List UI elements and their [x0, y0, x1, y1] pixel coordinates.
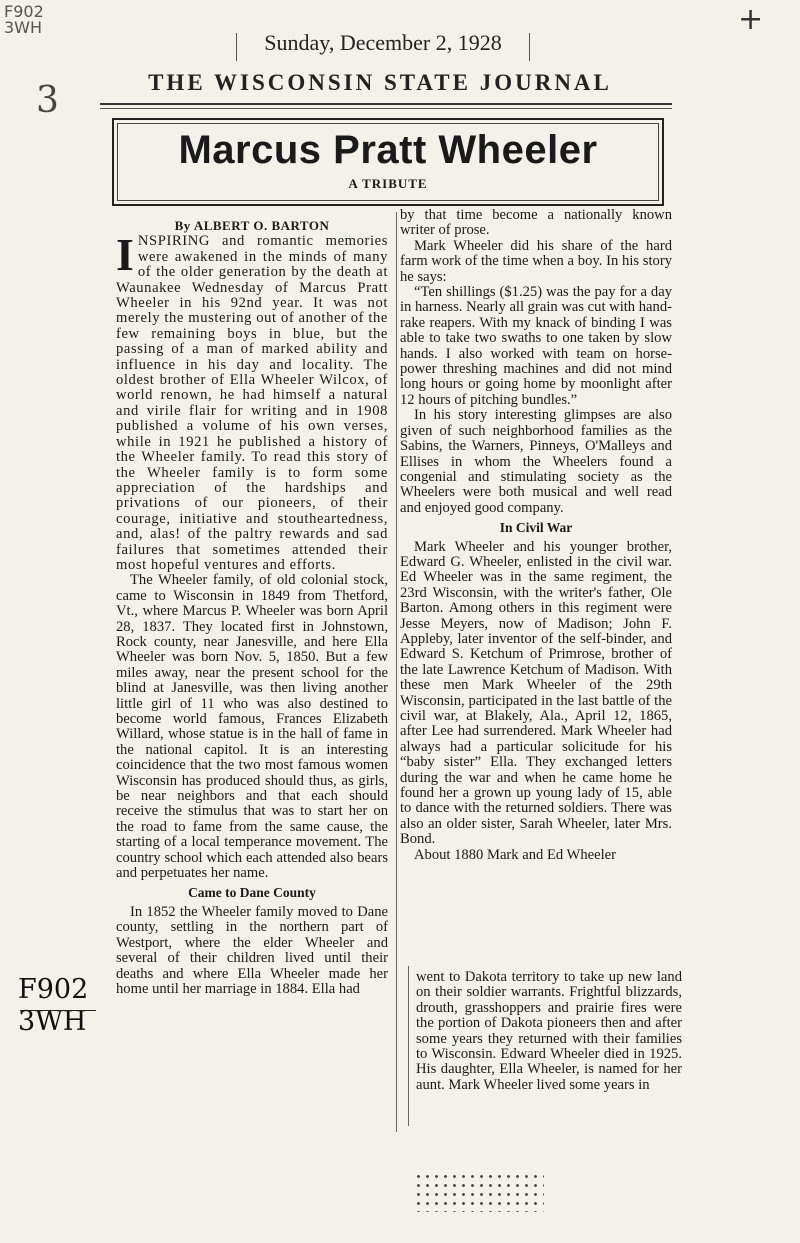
paragraph: About 1880 Mark and Ed Wheeler [414, 846, 616, 863]
masthead-rule-thin [100, 108, 672, 109]
plus-mark: + [738, 2, 764, 37]
archive-code-side-label: F902 3WH [18, 974, 89, 1037]
article-title: Marcus Pratt Wheeler [178, 128, 598, 172]
article-subtitle: A TRIBUTE [348, 176, 428, 191]
paragraph: went to Dakota territory to take up new land on their soldier warrants. Frightful blizzards, drouth, grasshoppers and prairie fires were the portion of Dakota pioneers then and after some years they returned with their families to Wisconsin. Edward Wheeler died in 1925. His daughter, Ella Wheeler, is named for her aunt. Mark Wheeler lived some years in [416, 969, 682, 1093]
paragraph: Mark Wheeler and his younger brother, Edward G. Wheeler, enlisted in the civil war. Ed Wheeler was in the same regiment, the 23rd Wisconsin, with the writer's father, Ole Barton. Among others in this regiment were Jesse Meyers, now of Madison; John F. Appleby, later inventor of the self-binder, and Edward S. Ketchum of Primrose, brother of the late Lawrence Ketchum of Madison. With these men Mark Wheeler of the 29th Wisconsin, participated in the last battle of the civil war, at Blakely, Ala., April 12, 1865, after Lee had surrendered. Mark Wheeler had always had a particular solicitude for his “baby sister” Ella. They exchanged letters during the war and when he came home he found her a grown up young lady of 15, able to dance with the returned soldiers. There was also an older sister, Sarah Wheeler, later Mrs. Bond. [400, 538, 672, 848]
drop-cap: I [116, 229, 134, 281]
paragraph: The Wheeler family, of old colonial stock, came to Wisconsin in 1849 from Thetford, Vt., where Marcus P. Wheeler was born April 28, 1837. They located first in Johnstown, Rock county, near Janesville, and here Ella Wheeler was born Nov. 5, 1850. But a few miles away, near the present school for the blind at Janesville, was then living another little girl of 11 who was also destined to become world famous, Frances Elizabeth Willard, whose statue is in the hall of fame in the national capitol. It is an interesting coincidence that the two most famous women Wisconsin has produced should thus, as girls, be near neighbors and that each should receive the stimulus that was to start her on the road to fame from the same cause, the starting of a local temperance movement. The country school which each attended also bears and perpetuates her name. [116, 572, 388, 882]
byline: By ALBERT O. BARTON [174, 218, 330, 233]
paragraph: “Ten shillings ($1.25) was the pay for a day in harness. Nearly all grain was cut with hand-rake reapers. With my knack of binding I was able to take two swaths to one taken by slow hands. I also worked with team on horse-power threshing machines and did not mind long hours or going home by moonlight after 12 hours of pitching bundles.” [400, 284, 672, 408]
column-divider [396, 212, 397, 1132]
subhead-dane-county: Came to Dane County [188, 885, 316, 901]
column-left [116, 218, 388, 997]
paragraph: Mark Wheeler did his share of the hard farm work of the time when a boy. In his story he says: [400, 237, 672, 285]
side-label-underline [20, 1010, 96, 1011]
clipping-edge [408, 966, 409, 1126]
dateline: Sunday, December 2, 1928 [264, 30, 502, 55]
masthead-rule [100, 103, 672, 105]
masthead: THE WISCONSIN STATE JOURNAL [148, 70, 612, 95]
subhead-civil-war: In Civil War [499, 520, 573, 536]
column-right-continuation [416, 970, 682, 1093]
paragraph: In 1852 the Wheeler family moved to Dane county, settling in the northern part of Westport, where the elder Wheeler and several of their children lived until their deaths and where Ella Wheeler made her home until her marriage in 1884. Ella had [116, 903, 388, 997]
column-right [400, 208, 672, 863]
paragraph: INSPIRING and romantic memories were awakened in the minds of many of the older generation by the death at Waunakee Wednesday of Marcus Pratt Wheeler in his 92nd year. It was not merely the mustering out of another of the few remaining boys in blue, but the passing of a man of marked ability and influence in his day and locality. The oldest brother of Ella Wheeler Wilcox, of world renown, he had himself a natural and virile flair for writing and in 1908 published a volume of his own verses, while in 1921 he published a history of the Wheeler family. To read this story of the Wheeler family is to form some appreciation of the hardships and privations of our pioneers, of their courage, initiative and stoutheartedness, and, alas! of the paltry rewards and sad failures that sometimes attended their most hopeful ventures and efforts. [116, 229, 389, 573]
paragraph: by that time become a nationally known writer of prose. [400, 207, 672, 239]
archive-code-top-left: F902 3WH [4, 2, 44, 37]
perforated-library-stamp [414, 1172, 544, 1212]
paragraph: In his story interesting glimpses are also given of such neighborhood families as the Sabins, the Warners, Pinneys, O'Malleys and Ellises in whom the Wheelers found a congenial and stimulating society as the Wheelers were both musical and well read and enjoyed good company. [400, 407, 672, 516]
page-number-handwritten: 3 [36, 80, 59, 121]
